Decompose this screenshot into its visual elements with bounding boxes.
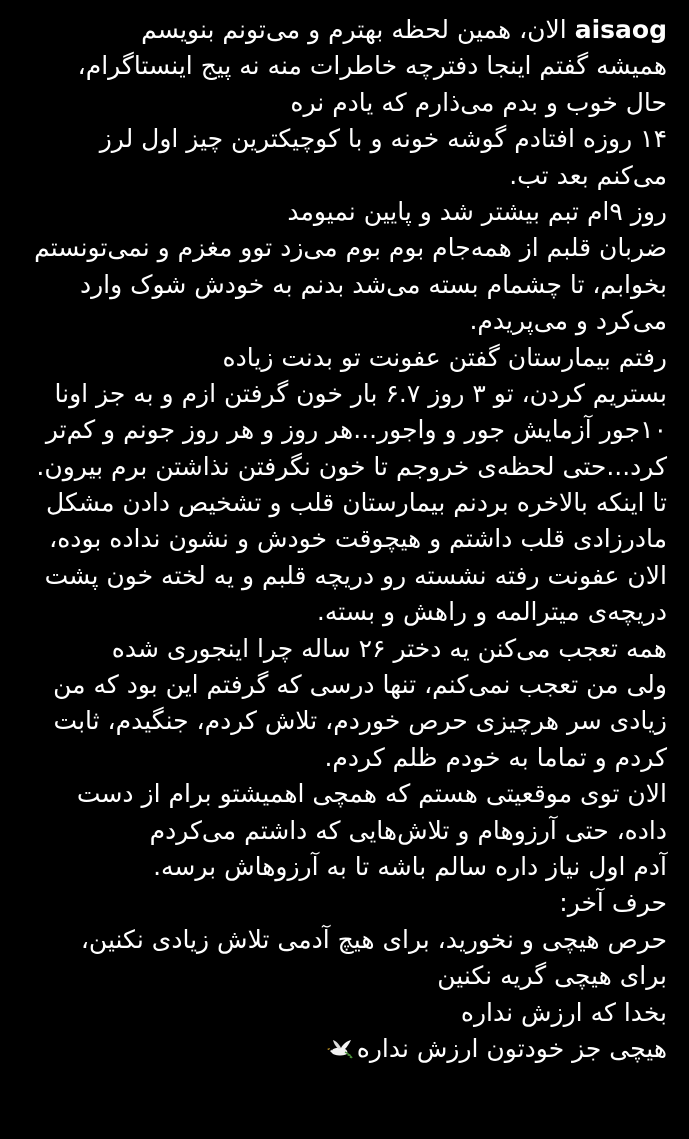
caption-line: همه تعجب می‌کنن یه دختر ۲۶ ساله چرا اینجوری شده [111, 633, 667, 663]
caption-line: زیادی سر هرچیزی حرص خوردم، تلاش کردم، جنگیدم، ثابت [53, 706, 667, 736]
caption-line: همیشه گفتم اینجا دفترچه خاطرات منه نه پیج اینستاگرام، [77, 51, 667, 81]
caption-line: روز ۹ام تبم بیشتر شد و پایین نمیومد [287, 196, 667, 226]
caption-line: بستریم کردن، تو ۳ روز ۶.۷ بار خون گرفتن ازم و به جز اونا [54, 378, 667, 408]
caption-line: بخدا که ارزش نداره [460, 997, 667, 1027]
caption-text [22, 12, 667, 1067]
caption-line: حرف آخر: [559, 888, 667, 918]
caption-line-text: هیچی جز خودتون ارزش نداره [356, 1033, 667, 1063]
caption-line: حرص هیچی و نخورید، برای هیچ آدمی تلاش زیادی نکنین، [80, 924, 667, 954]
caption-line: بخوابم، تا چشمام بسته می‌شد بدنم به خودش شوک وارد [79, 269, 667, 299]
caption-line: دریچه‌ی میترالمه و راهش و بسته. [316, 597, 667, 627]
caption-line: ۱۰جور آزمایش جور و واجور...هر روز و هر روز جونم و کم‌تر [45, 415, 667, 445]
caption-line: برای هیچی گریه نکنین [437, 961, 667, 991]
caption-line: می‌کنم بعد تب. [509, 160, 667, 190]
caption-line: رفتم بیمارستان گفتن عفونت تو بدنت زیاده [222, 342, 667, 372]
caption-line: ضربان قلبم از همه‌جام بوم بوم می‌زد توو مغزم و نمی‌تونستم [34, 233, 667, 263]
dove-icon [327, 1034, 353, 1056]
caption-line: الان توی موقعیتی هستم که همچی اهمیشتو برام از دست [76, 779, 667, 809]
caption-line: کرد...حتی لحظه‌ی خروجم تا خون نگرفتن نذاشتن برم بیرون. [36, 451, 667, 481]
caption-line: الان عفونت رفته نشسته رو دریچه قلبم و یه لخته خون پشت [44, 560, 667, 590]
caption-line: آدم اول نیاز داره سالم باشه تا به آرزوهاش برسه. [153, 851, 667, 881]
caption-line: ولی من تعجب نمی‌کنم، تنها درسی که گرفتم این بود که من [53, 670, 667, 700]
caption-line: تا اینکه بالاخره بردنم بیمارستان قلب و تشخیص دادن مشکل [46, 488, 667, 518]
caption-line: کردم و تماما به خودم ظلم کردم. [324, 742, 667, 772]
caption-line: داده، حتی آرزوهام و تلاش‌هایی که داشتم می‌کردم [149, 815, 667, 845]
caption-line-text: الان، همین لحظه بهترم و می‌تونم بنویسم [141, 15, 567, 44]
caption-line: مادرزادی قلب داشتم و هیچوقت خودش و نشون نداده بوده، [49, 524, 667, 554]
caption-line: حال خوب و بدم می‌ذارم که یادم نره [290, 87, 667, 117]
caption-last-line [22, 1031, 667, 1067]
caption-first-line [22, 12, 667, 48]
username-link[interactable]: aisaog [574, 15, 667, 44]
caption-line: ۱۴ روزه افتادم گوشه خونه و با کوچیکترین چیز اول لرز [99, 124, 667, 154]
caption-line: می‌کرد و می‌پریدم. [469, 306, 667, 336]
